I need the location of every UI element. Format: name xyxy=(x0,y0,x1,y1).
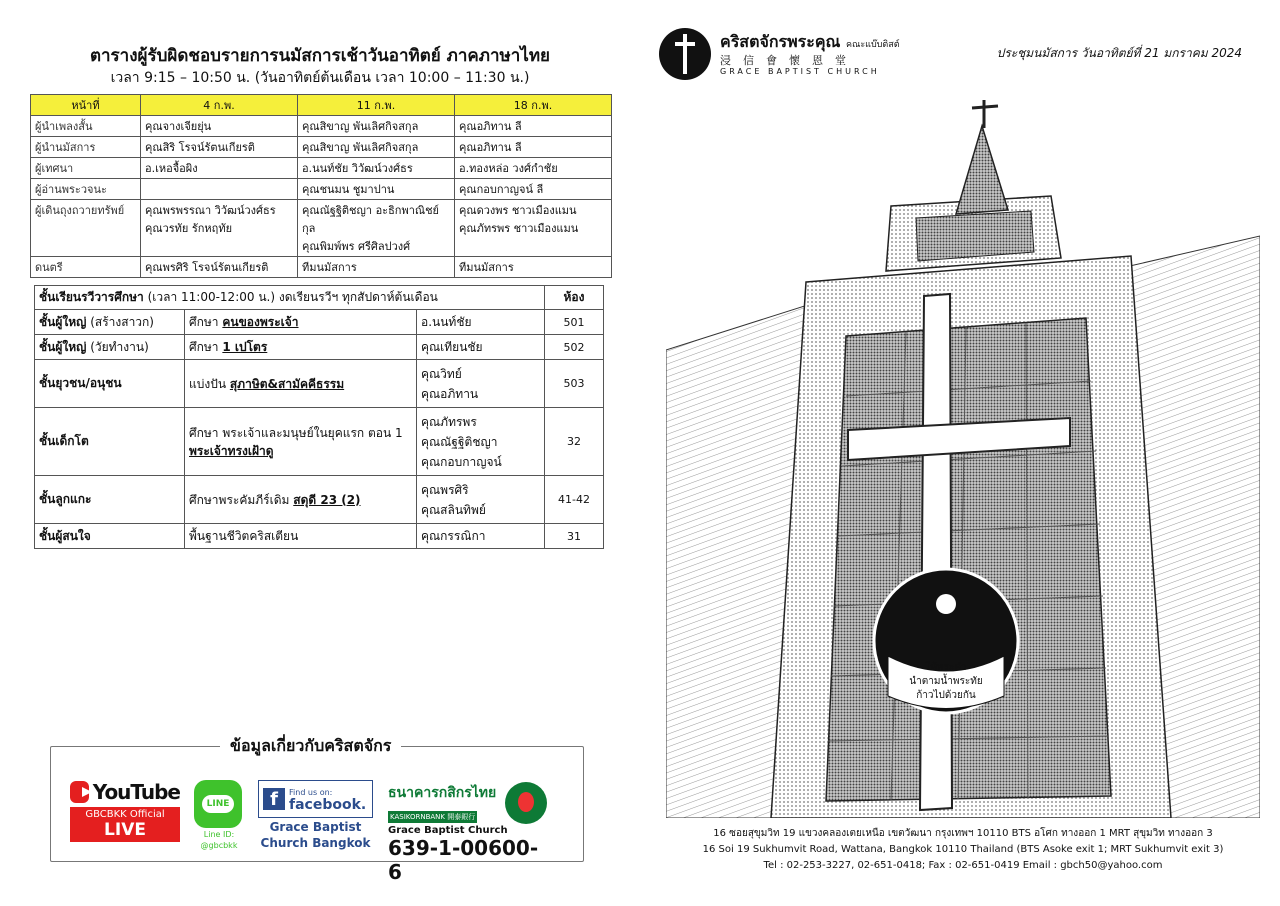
sunday-school-table xyxy=(34,285,604,549)
address-english: 16 Soi 19 Sukhumvit Road, Wattana, Bangkok 10110 Thailand (BTS Asoke exit 1; MRT Sukhumvit exit 3) xyxy=(702,844,1224,855)
emblem-text-1: ให้พระคำ xyxy=(925,662,967,673)
class-room: 41-42 xyxy=(545,476,604,524)
teacher-name: คุณอภิทาน xyxy=(421,386,479,401)
role-cell: ผู้เดินถุงถวายทรัพย์ xyxy=(31,200,141,257)
class-teacher: คุณกรรณิกา xyxy=(417,524,545,549)
bank-account-number: 639-1-00600-6 xyxy=(388,836,539,884)
emblem-text-2: นำตามน้ำพระทัย xyxy=(909,676,983,687)
class-teacher xyxy=(417,360,545,408)
class-teacher: คุณเทียนชัย xyxy=(417,335,545,360)
class-level xyxy=(35,408,185,476)
youtube-wordmark: YouTube xyxy=(92,780,180,804)
table-row xyxy=(31,257,612,278)
facebook-badge xyxy=(258,780,373,818)
class-room: 32 xyxy=(545,408,604,476)
table-cell: อ.นนท์ชัย วิวัฒน์วงศ์ธร xyxy=(298,158,455,179)
sunday-school-header xyxy=(35,286,545,310)
lesson-topic: พระเจ้าทรงเฝ้าดู xyxy=(189,443,274,458)
bank-account-name: Grace Baptist Church xyxy=(388,825,508,836)
table-row xyxy=(35,524,604,549)
table-cell: คุณสิขาญ พันเลิศกิจสกุล xyxy=(298,137,455,158)
duty-title: ตารางผู้รับผิดชอบรายการนมัสการเช้าวันอาทิตย์ ภาคภาษาไทย xyxy=(89,46,551,66)
table-row xyxy=(31,179,612,200)
table-cell xyxy=(298,200,455,257)
class-level xyxy=(35,335,185,360)
duty-header-date-2: 11 ก.พ. xyxy=(298,95,455,116)
cell-line: คุณพิมพ์พร ศรีศิลปวงศ์ xyxy=(302,240,411,253)
teacher-name: คุณวิทย์ xyxy=(421,366,462,381)
class-lesson xyxy=(185,524,417,549)
class-lesson xyxy=(185,310,417,335)
class-teacher: อ.นนท์ชัย xyxy=(417,310,545,335)
church-info-title: ข้อมูลเกี่ยวกับคริสตจักร xyxy=(220,734,401,759)
table-row xyxy=(31,137,612,158)
church-building-illustration xyxy=(666,96,1260,818)
line-id: @gbcbkk xyxy=(200,841,238,850)
church-name-thai-denomination: คณะแบ๊บติสต์ xyxy=(845,40,900,50)
sunday-school-header-bold: ชั้นเรียนรวีวารศึกษา xyxy=(39,290,144,304)
teacher-name: คุณกอบกาญจน์ xyxy=(421,454,502,469)
facebook-link[interactable] xyxy=(258,780,373,850)
role-cell: ผู้เทศนา xyxy=(31,158,141,179)
table-row xyxy=(35,360,604,408)
class-lesson xyxy=(185,408,417,476)
role-cell: ผู้นำเพลงสั้น xyxy=(31,116,141,137)
table-cell: ทีมนมัสการ xyxy=(298,257,455,278)
church-logo-icon xyxy=(659,28,711,80)
table-row xyxy=(31,116,612,137)
church-name-thai-main: คริสตจักรพระคุณ xyxy=(720,32,841,51)
class-level xyxy=(35,360,185,408)
facebook-wordmark: facebook. xyxy=(289,797,367,813)
class-teacher xyxy=(417,476,545,524)
class-lesson xyxy=(185,335,417,360)
line-icon xyxy=(194,780,242,828)
role-cell: ดนตรี xyxy=(31,257,141,278)
class-teacher xyxy=(417,408,545,476)
class-room: 31 xyxy=(545,524,604,549)
lesson-topic: สุภาษิต&สามัคคีธรรม xyxy=(229,376,345,391)
duty-header-date-1: 4 ก.พ. xyxy=(141,95,298,116)
table-row xyxy=(31,200,612,257)
sunday-school-header-note: (เวลา 11:00-12:00 น.) งดเรียนรวีฯ ทุกสัปดาห์ต้นเดือน xyxy=(143,290,438,304)
bank-name-english: KASIKORNBANK 開泰銀行 xyxy=(390,813,476,821)
class-level-name: ชั้นผู้ใหญ่ xyxy=(39,339,87,354)
table-cell: คุณอภิทาน ลี xyxy=(455,137,612,158)
duty-header-row xyxy=(31,95,612,116)
class-room: 503 xyxy=(545,360,604,408)
contact-info: Tel : 02-253-3227, 02-651-0418; Fax : 02-651-0419 Email : gbch50@yahoo.com xyxy=(763,860,1163,871)
church-name-chinese: 浸信會懷恩堂 xyxy=(720,54,858,67)
line-id-label: Line ID: xyxy=(203,830,235,839)
cell-line: คุณพรพรรณา วิวัฒน์วงศ์ธร xyxy=(145,204,276,217)
address-thai: 16 ซอยสุขุมวิท 19 แขวงคลองเตยเหนือ เขตวัฒนา กรุงเทพฯ 10110 BTS อโศก ทางออก 1 MRT สุขุมวิท ทางออก 3 xyxy=(713,828,1213,839)
table-row xyxy=(35,335,604,360)
teacher-name: คุณณัฐฐิติชญา xyxy=(421,434,498,449)
kasikorn-logo-icon xyxy=(505,782,547,824)
lesson-topic: สดุดี 23 (2) xyxy=(293,492,361,507)
table-cell: คุณพรศิริ โรจน์รัตนเกียรติ xyxy=(141,257,298,278)
table-cell: คุณชนมน ชูมาปาน xyxy=(298,179,455,200)
table-row xyxy=(35,476,604,524)
class-level-name: ชั้นผู้สนใจ xyxy=(39,528,91,543)
class-level-note: (วัยทำงาน) xyxy=(86,339,149,354)
duty-header-role: หน้าที่ xyxy=(31,95,141,116)
table-cell: คุณจางเจียยุ่น xyxy=(141,116,298,137)
line-badge: LINE xyxy=(202,795,235,813)
facebook-find-label: Find us on: xyxy=(289,788,333,797)
teacher-name: คุณพรศิริ xyxy=(421,482,469,497)
class-level-note: (สร้างสาวก) xyxy=(86,314,154,329)
church-address xyxy=(666,826,1260,874)
table-cell: ทีมนมัสการ xyxy=(455,257,612,278)
duty-header-date-3: 18 ก.พ. xyxy=(455,95,612,116)
class-level-name: ชั้นเด็กโต xyxy=(39,434,89,448)
table-cell: คุณกอบกาญจน์ ลี xyxy=(455,179,612,200)
lesson-text: ศึกษา xyxy=(189,340,223,354)
class-room: 502 xyxy=(545,335,604,360)
class-level-name: ชั้นผู้ใหญ่ xyxy=(39,314,87,329)
cell-line: คุณวรทัย รักหฤทัย xyxy=(145,222,233,235)
youtube-channel-badge xyxy=(70,807,180,842)
table-row xyxy=(31,158,612,179)
class-level xyxy=(35,310,185,335)
lesson-text: แบ่งปัน xyxy=(189,376,230,391)
table-cell: คุณอภิทาน ลี xyxy=(455,116,612,137)
teacher-name: คุณภัทรพร xyxy=(421,414,477,429)
lesson-text: ศึกษาพระคัมภีร์เดิม xyxy=(189,492,294,507)
table-cell: คุณสิริ โรจน์รัตนเกียรติ xyxy=(141,137,298,158)
youtube-channel-name: GBCBKK Official xyxy=(85,809,165,820)
table-row xyxy=(35,310,604,335)
class-level-name: ชั้นยุวชน/อนุชน xyxy=(39,376,122,390)
cell-line: คุณณัฐฐิติชญา อะธิกพาณิชย์กุล xyxy=(302,204,439,235)
church-name-english: GRACE BAPTIST CHURCH xyxy=(720,67,880,76)
table-cell xyxy=(455,200,612,257)
class-lesson xyxy=(185,476,417,524)
table-cell: คุณสิขาญ พันเลิศกิจสกุล xyxy=(298,116,455,137)
sunday-school-header-row xyxy=(35,286,604,310)
lesson-text: ศึกษา xyxy=(189,315,223,329)
lesson-topic: 1 เปโตร xyxy=(222,340,268,354)
facebook-page-name-1: Grace Baptist xyxy=(269,820,362,834)
lesson-text: ศึกษา พระเจ้าและมนุษย์ในยุคแรก ตอน 1 xyxy=(189,425,403,440)
cell-line: คุณภัทรพร ชาวเมืองแมน xyxy=(459,222,579,235)
facebook-icon: f xyxy=(263,788,285,810)
table-cell xyxy=(141,200,298,257)
class-lesson xyxy=(185,360,417,408)
line-link[interactable] xyxy=(194,780,244,850)
youtube-logo xyxy=(70,780,180,804)
cell-line: คุณดวงพร ชาวเมืองแมน xyxy=(459,204,577,217)
duty-subtitle: เวลา 9:15 – 10:50 น. (วันอาทิตย์ต้นเดือน เวลา 10:00 – 11:30 น.) xyxy=(110,70,530,86)
role-cell: ผู้นำนมัสการ xyxy=(31,137,141,158)
facebook-page-name-2: Church Bangkok xyxy=(260,836,371,850)
emblem-text-3: ก้าวไปด้วยกัน xyxy=(916,690,976,701)
bank-name-thai: ธนาคารกสิกรไทย xyxy=(388,785,497,801)
table-cell: อ.เหอจื้อผิง xyxy=(141,158,298,179)
class-room: 501 xyxy=(545,310,604,335)
table-cell xyxy=(141,179,298,200)
class-level xyxy=(35,524,185,549)
teacher-name: คุณสลินทิพย์ xyxy=(421,502,486,517)
service-date: ประชุมนมัสการ วันอาทิตย์ที่ 21 มกราคม 2024 xyxy=(996,46,1242,60)
lesson-text: พื้นฐานชีวิตคริสเตียน xyxy=(189,529,299,543)
lesson-topic: คนของพระเจ้า xyxy=(222,315,299,329)
role-cell: ผู้อ่านพระวจนะ xyxy=(31,179,141,200)
youtube-play-icon xyxy=(70,781,89,803)
duty-table xyxy=(30,94,612,278)
room-header: ห้อง xyxy=(545,286,604,310)
class-level xyxy=(35,476,185,524)
youtube-link[interactable] xyxy=(70,780,180,842)
class-level-name: ชั้นลูกแกะ xyxy=(39,492,92,506)
table-cell: อ.ทองหล่อ วงศ์กำชัย xyxy=(455,158,612,179)
youtube-live-label: LIVE xyxy=(104,820,146,840)
facebook-text xyxy=(289,787,366,811)
table-row xyxy=(35,408,604,476)
